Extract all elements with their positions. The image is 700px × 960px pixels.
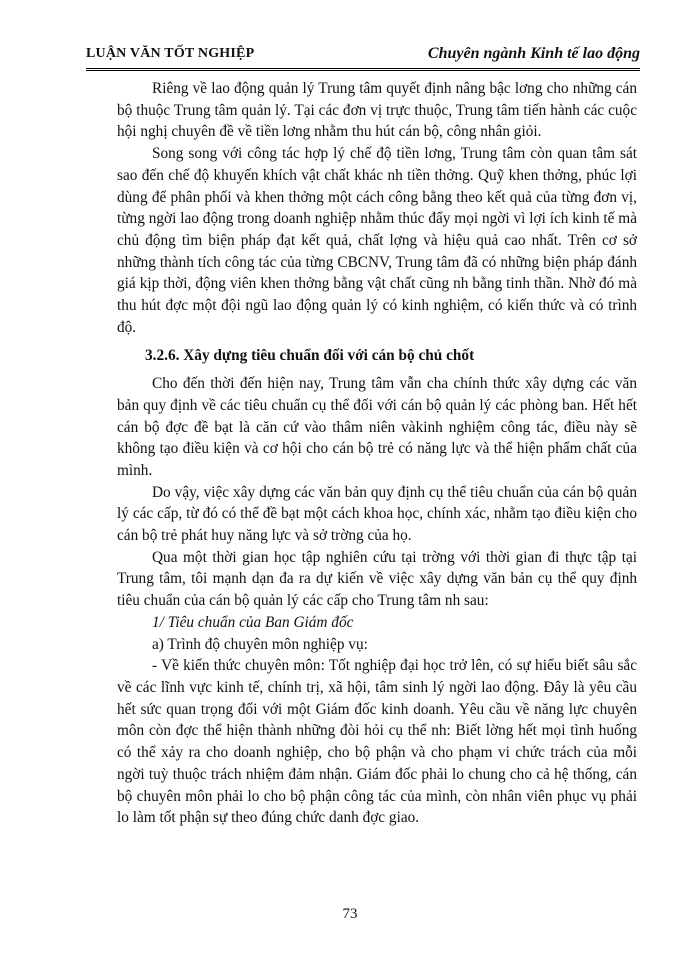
list-item-a: a) Trình độ chuyên môn nghiệp vụ:	[152, 635, 368, 653]
paragraph: Song song với công tác hợp lý chế độ tiền lơng, Trung tâm còn quan tâm sát sao đến chế độ khuyến khích vật chất khác nh tiền thởng. Quỹ khen thởng, phúc lợi dùng để phân phối và khen thởng một cách công bằng theo kết quả của từng đơn vị, từng ngời lao động trong doanh nghiệp nhằm thúc đẩy mọi ngời vì lợi ích kinh tế mà chủ động tìm biện pháp đạt kết quả, chất lợng và hiệu quả cao nhất. Trên cơ sở những thành tích công tác của từng CBCNV, Trung tâm đã có những biện pháp đánh giá kịp thời, động viên khen thởng bằng vật chất cũng nh bằng tinh thần. Nhờ đó mà thu hút đợc một đội ngũ lao động quản lý có kinh nghiệm, có kiến thức và có trình độ.	[117, 145, 637, 336]
section-title: 3.2.6. Xây dựng tiêu chuẩn đối với cán bộ chủ chốt	[145, 347, 475, 365]
paragraph: Riêng về lao động quản lý Trung tâm quyết định nâng bậc lơng cho những cán bộ thuộc Trung tâm quản lý. Tại các đơn vị trực thuộc, Trung tâm tiến hành các cuộc hội nghị chuyên đề về tiền lơng nhằm thu hút cán bộ, công nhân giỏi.	[117, 80, 637, 141]
paragraph: - Về kiến thức chuyên môn: Tốt nghiệp đại học trở lên, có sự hiểu biết sâu sắc về các lĩnh vực kinh tế, chính trị, xã hội, tâm sinh lý ngời lao động. Đây là yêu cầu hết sức quan trọng đối với một Giám đốc kinh doanh. Yêu cầu về năng lực chuyên môn còn đợc thể hiện thành những đòi hỏi cụ thể nh: Biết lờng hết mọi tình huống có thể xảy ra cho doanh nghiệp, cho bộ phận và cho phạm vi chức trách của mỗi ngời tuỳ thuộc trách nhiệm đảm nhận. Giám đốc phải lo chung cho cả hệ thống, cán bộ chuyên môn phải lo cho bộ phận công tác của mình, còn nhân viên phục vụ phải lo làm tốt phận sự theo đúng chức danh đợc giao.	[117, 657, 637, 827]
subheading: 1/ Tiêu chuẩn của Ban Giám đốc	[152, 613, 354, 631]
document-body	[117, 78, 637, 829]
page-header	[86, 38, 640, 71]
paragraph: Cho đến thời đến hiện nay, Trung tâm vẫn cha chính thức xây dựng các văn bản quy định về các tiêu chuẩn cụ thể đối với cán bộ quản lý các phòng ban. Hết hết cán bộ đợc đề bạt là căn cứ vào thâm niên vàkinh nghiệm công tác, điều này sẽ không tạo điều kiện và cơ hội cho cán bộ trẻ có năng lực và thể hiện phẩm chất của mình.	[117, 375, 637, 479]
page-number: 73	[342, 906, 358, 922]
paragraph: Qua một thời gian học tập nghiên cứu tại trờng với thời gian đi thực tập tại Trung tâm, tôi mạnh dạn đa ra dự kiến về việc xây dựng văn bản cụ thể quy định tiêu chuẩn của cán bộ quản lý các cấp cho Trung tâm nh sau:	[117, 548, 637, 610]
paragraph: Do vậy, việc xây dựng các văn bản quy định cụ thể tiêu chuẩn của cán bộ quản lý các cấp, từ đó có thể đề bạt một cách khoa học, chính xác, nhằm tạo điều kiện cho cán bộ trẻ phát huy năng lực và sở trờng của họ.	[117, 483, 637, 545]
header-right-title: Chuyên ngành Kinh tế lao động	[427, 45, 640, 62]
header-left-title: LUẬN VĂN TỐT NGHIỆP	[86, 46, 255, 61]
